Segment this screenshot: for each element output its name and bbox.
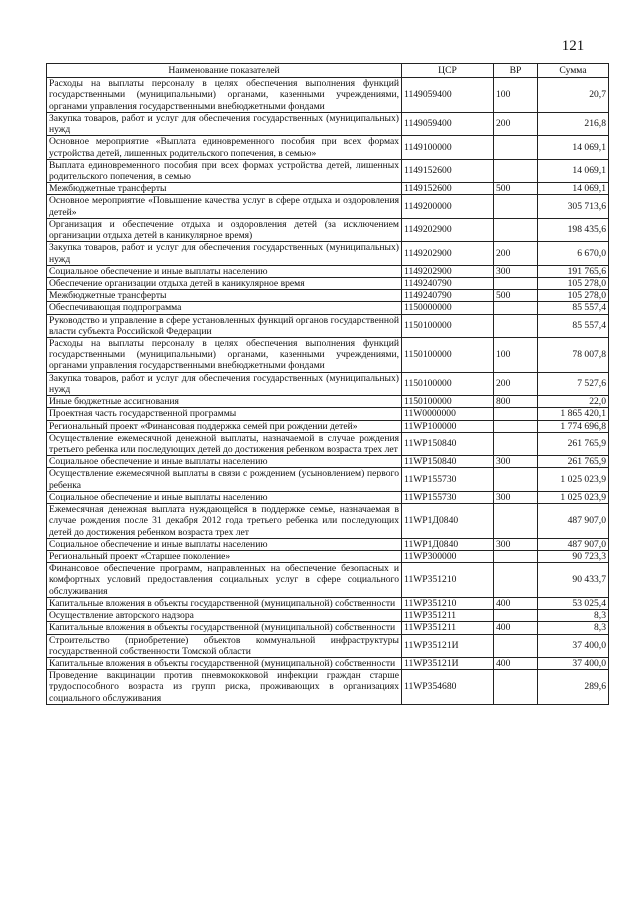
- cell-vr: 800: [494, 396, 538, 408]
- cell-sum: 6 670,0: [538, 242, 609, 265]
- cell-sum: 261 765,9: [538, 456, 609, 468]
- cell-csr: 1149152600: [402, 183, 494, 195]
- cell-name: Осуществление ежемесячной денежной выплаты, назначаемой в случае рождения третьего ребенка или последующих детей до достижения ребенком возраста трех лет: [47, 432, 402, 455]
- cell-name: Региональный проект «Финансовая поддержка семей при рождении детей»: [47, 420, 402, 432]
- cell-vr: [494, 420, 538, 432]
- cell-name: Межбюджетные трансферты: [47, 183, 402, 195]
- table-row: [47, 195, 609, 218]
- cell-name: Обеспечение организации отдыха детей в каникулярное время: [47, 277, 402, 289]
- cell-csr: 1149202900: [402, 265, 494, 277]
- cell-sum: 22,0: [538, 396, 609, 408]
- cell-vr: 400: [494, 622, 538, 634]
- cell-sum: 53 025,4: [538, 597, 609, 609]
- cell-name: Осуществление ежемесячной выплаты в связи с рождением (усыновлением) первого ребенка: [47, 468, 402, 491]
- cell-sum: 289,6: [538, 670, 609, 705]
- cell-vr: [494, 408, 538, 420]
- table-row: [47, 563, 609, 598]
- cell-name: Социальное обеспечение и иные выплаты населению: [47, 491, 402, 503]
- cell-csr: 11WP354680: [402, 670, 494, 705]
- cell-csr: 1149202900: [402, 218, 494, 241]
- cell-sum: 261 765,9: [538, 432, 609, 455]
- cell-name: Закупка товаров, работ и услуг для обеспечения государственных (муниципальных) нужд: [47, 372, 402, 395]
- page-number: 121: [561, 38, 585, 54]
- table-row: [47, 468, 609, 491]
- table-row: [47, 657, 609, 669]
- cell-csr: 1150100000: [402, 314, 494, 337]
- cell-csr: 11WP150840: [402, 432, 494, 455]
- cell-vr: [494, 550, 538, 562]
- cell-csr: 11WP155730: [402, 468, 494, 491]
- table-row: [47, 408, 609, 420]
- cell-vr: 400: [494, 597, 538, 609]
- cell-csr: 1149059400: [402, 78, 494, 113]
- cell-sum: 1 774 696,8: [538, 420, 609, 432]
- cell-vr: 500: [494, 183, 538, 195]
- cell-sum: 105 278,0: [538, 277, 609, 289]
- table-row: [47, 277, 609, 289]
- cell-vr: [494, 610, 538, 622]
- cell-sum: 14 069,1: [538, 183, 609, 195]
- table-row: [47, 290, 609, 302]
- table-row: [47, 550, 609, 562]
- cell-csr: 1149152600: [402, 159, 494, 182]
- cell-name: Проведение вакцинации против пневмококковой инфекции граждан старше трудоспособного возраста из групп риска, проживающих в организациях социального обслуживания: [47, 670, 402, 705]
- cell-vr: [494, 195, 538, 218]
- cell-name: Проектная часть государственной программы: [47, 408, 402, 420]
- header-csr: ЦСР: [402, 64, 494, 78]
- cell-csr: 1149100000: [402, 136, 494, 159]
- cell-sum: 487 907,0: [538, 504, 609, 539]
- cell-vr: [494, 468, 538, 491]
- cell-csr: 1150100000: [402, 396, 494, 408]
- cell-name: Расходы на выплаты персоналу в целях обеспечения выполнения функций государственными (муниципальными) органами, казенными учреждениями, органами управления государственными внебюджетными фондами: [47, 78, 402, 113]
- cell-csr: 11WP1Д0840: [402, 538, 494, 550]
- cell-vr: 300: [494, 491, 538, 503]
- cell-csr: 11WP150840: [402, 456, 494, 468]
- cell-sum: 105 278,0: [538, 290, 609, 302]
- cell-name: Закупка товаров, работ и услуг для обеспечения государственных (муниципальных) нужд: [47, 112, 402, 135]
- table-row: [47, 420, 609, 432]
- cell-vr: 300: [494, 456, 538, 468]
- cell-vr: 200: [494, 372, 538, 395]
- cell-vr: 300: [494, 538, 538, 550]
- cell-csr: 11W0000000: [402, 408, 494, 420]
- cell-vr: [494, 670, 538, 705]
- table-row: [47, 491, 609, 503]
- cell-sum: 37 400,0: [538, 657, 609, 669]
- table-row: [47, 456, 609, 468]
- budget-table: [46, 63, 609, 705]
- cell-csr: 1149200000: [402, 195, 494, 218]
- cell-vr: [494, 563, 538, 598]
- cell-vr: [494, 218, 538, 241]
- cell-csr: 11WP155730: [402, 491, 494, 503]
- header-vr: ВР: [494, 64, 538, 78]
- table-row: [47, 504, 609, 539]
- cell-name: Обеспечивающая подпрограмма: [47, 302, 402, 314]
- cell-sum: 78 007,8: [538, 338, 609, 373]
- cell-csr: 1149240790: [402, 290, 494, 302]
- cell-csr: 11WP35121И: [402, 634, 494, 657]
- table-row: [47, 670, 609, 705]
- table-row: [47, 432, 609, 455]
- table-row: [47, 265, 609, 277]
- cell-vr: 100: [494, 78, 538, 113]
- cell-csr: 1150100000: [402, 338, 494, 373]
- cell-sum: 90 723,3: [538, 550, 609, 562]
- cell-csr: 1150000000: [402, 302, 494, 314]
- table-row: [47, 136, 609, 159]
- cell-sum: 85 557,4: [538, 302, 609, 314]
- cell-name: Руководство и управление в сфере установленных функций органов государственной власти субъекта Российской Федерации: [47, 314, 402, 337]
- cell-csr: 11WP300000: [402, 550, 494, 562]
- table-row: [47, 112, 609, 135]
- cell-csr: 11WP351211: [402, 610, 494, 622]
- table-row: [47, 242, 609, 265]
- cell-name: Выплата единовременного пособия при всех формах устройства детей, лишенных родительского попечения, в семью: [47, 159, 402, 182]
- cell-name: Межбюджетные трансферты: [47, 290, 402, 302]
- cell-sum: 20,7: [538, 78, 609, 113]
- cell-vr: 500: [494, 290, 538, 302]
- cell-name: Капитальные вложения в объекты государственной (муниципальной) собственности: [47, 622, 402, 634]
- cell-vr: 200: [494, 112, 538, 135]
- cell-csr: 11WP100000: [402, 420, 494, 432]
- cell-sum: 14 069,1: [538, 136, 609, 159]
- cell-vr: [494, 504, 538, 539]
- table-row: [47, 396, 609, 408]
- cell-name: Капитальные вложения в объекты государственной (муниципальной) собственности: [47, 597, 402, 609]
- cell-vr: [494, 314, 538, 337]
- cell-csr: 11WP351210: [402, 563, 494, 598]
- cell-sum: 14 069,1: [538, 159, 609, 182]
- cell-name: Осуществление авторского надзора: [47, 610, 402, 622]
- cell-name: Социальное обеспечение и иные выплаты населению: [47, 265, 402, 277]
- cell-csr: 11WP351210: [402, 597, 494, 609]
- cell-sum: 216,8: [538, 112, 609, 135]
- cell-name: Расходы на выплаты персоналу в целях обеспечения выполнения функций государственными (муниципальными) органами, казенными учреждениями, органами управления государственными внебюджетными фондами: [47, 338, 402, 373]
- cell-sum: 1 025 023,9: [538, 468, 609, 491]
- table-row: [47, 597, 609, 609]
- table-row: [47, 159, 609, 182]
- cell-sum: 198 435,6: [538, 218, 609, 241]
- table-row: [47, 183, 609, 195]
- cell-sum: 7 527,6: [538, 372, 609, 395]
- table-row: [47, 538, 609, 550]
- cell-vr: 100: [494, 338, 538, 373]
- cell-csr: 11WP35121И: [402, 657, 494, 669]
- cell-vr: 200: [494, 242, 538, 265]
- cell-name: Иные бюджетные ассигнования: [47, 396, 402, 408]
- cell-sum: 191 765,6: [538, 265, 609, 277]
- cell-vr: 300: [494, 265, 538, 277]
- cell-csr: 1149059400: [402, 112, 494, 135]
- cell-vr: [494, 159, 538, 182]
- cell-sum: 8,3: [538, 622, 609, 634]
- cell-vr: [494, 432, 538, 455]
- cell-name: Ежемесячная денежная выплата нуждающейся в поддержке семье, назначаемая в случае рождения после 31 декабря 2012 года третьего ребенка или последующих детей до достижения ребенком возраста трех лет: [47, 504, 402, 539]
- cell-vr: 400: [494, 657, 538, 669]
- cell-sum: 487 907,0: [538, 538, 609, 550]
- cell-sum: 90 433,7: [538, 563, 609, 598]
- cell-sum: 8,3: [538, 610, 609, 622]
- cell-name: Основное мероприятие «Выплата единовременного пособия при всех формах устройства детей, лишенных родительского попечения, в семью»: [47, 136, 402, 159]
- cell-csr: 1149240790: [402, 277, 494, 289]
- cell-name: Капитальные вложения в объекты государственной (муниципальной) собственности: [47, 657, 402, 669]
- cell-name: Закупка товаров, работ и услуг для обеспечения государственных (муниципальных) нужд: [47, 242, 402, 265]
- cell-vr: [494, 136, 538, 159]
- table-header-row: [47, 64, 609, 78]
- table-body: [47, 78, 609, 705]
- cell-name: Региональный проект «Старшее поколение»: [47, 550, 402, 562]
- table-row: [47, 302, 609, 314]
- table-row: [47, 314, 609, 337]
- cell-sum: 37 400,0: [538, 634, 609, 657]
- cell-name: Организация и обеспечение отдыха и оздоровления детей (за исключением организации отдыха детей в каникулярное время): [47, 218, 402, 241]
- cell-vr: [494, 302, 538, 314]
- cell-name: Основное мероприятие «Повышение качества услуг в сфере отдыха и оздоровления детей»: [47, 195, 402, 218]
- cell-csr: 11WP1Д0840: [402, 504, 494, 539]
- cell-name: Социальное обеспечение и иные выплаты населению: [47, 538, 402, 550]
- table-row: [47, 78, 609, 113]
- table-row: [47, 372, 609, 395]
- cell-sum: 1 025 023,9: [538, 491, 609, 503]
- cell-vr: [494, 634, 538, 657]
- cell-sum: 85 557,4: [538, 314, 609, 337]
- table-row: [47, 634, 609, 657]
- cell-csr: 1149202900: [402, 242, 494, 265]
- table-row: [47, 218, 609, 241]
- cell-vr: [494, 277, 538, 289]
- cell-sum: 305 713,6: [538, 195, 609, 218]
- table-row: [47, 338, 609, 373]
- cell-sum: 1 865 420,1: [538, 408, 609, 420]
- table-row: [47, 610, 609, 622]
- table-row: [47, 622, 609, 634]
- header-name: Наименование показателей: [47, 64, 402, 78]
- cell-name: Строительство (приобретение) объектов коммунальной инфраструктуры государственной собственности Томской области: [47, 634, 402, 657]
- header-sum: Сумма: [538, 64, 609, 78]
- cell-name: Социальное обеспечение и иные выплаты населению: [47, 456, 402, 468]
- cell-csr: 11WP351211: [402, 622, 494, 634]
- cell-csr: 1150100000: [402, 372, 494, 395]
- cell-name: Финансовое обеспечение программ, направленных на обеспечение безопасных и комфортных условий предоставления социальных услуг в сфере социального обслуживания: [47, 563, 402, 598]
